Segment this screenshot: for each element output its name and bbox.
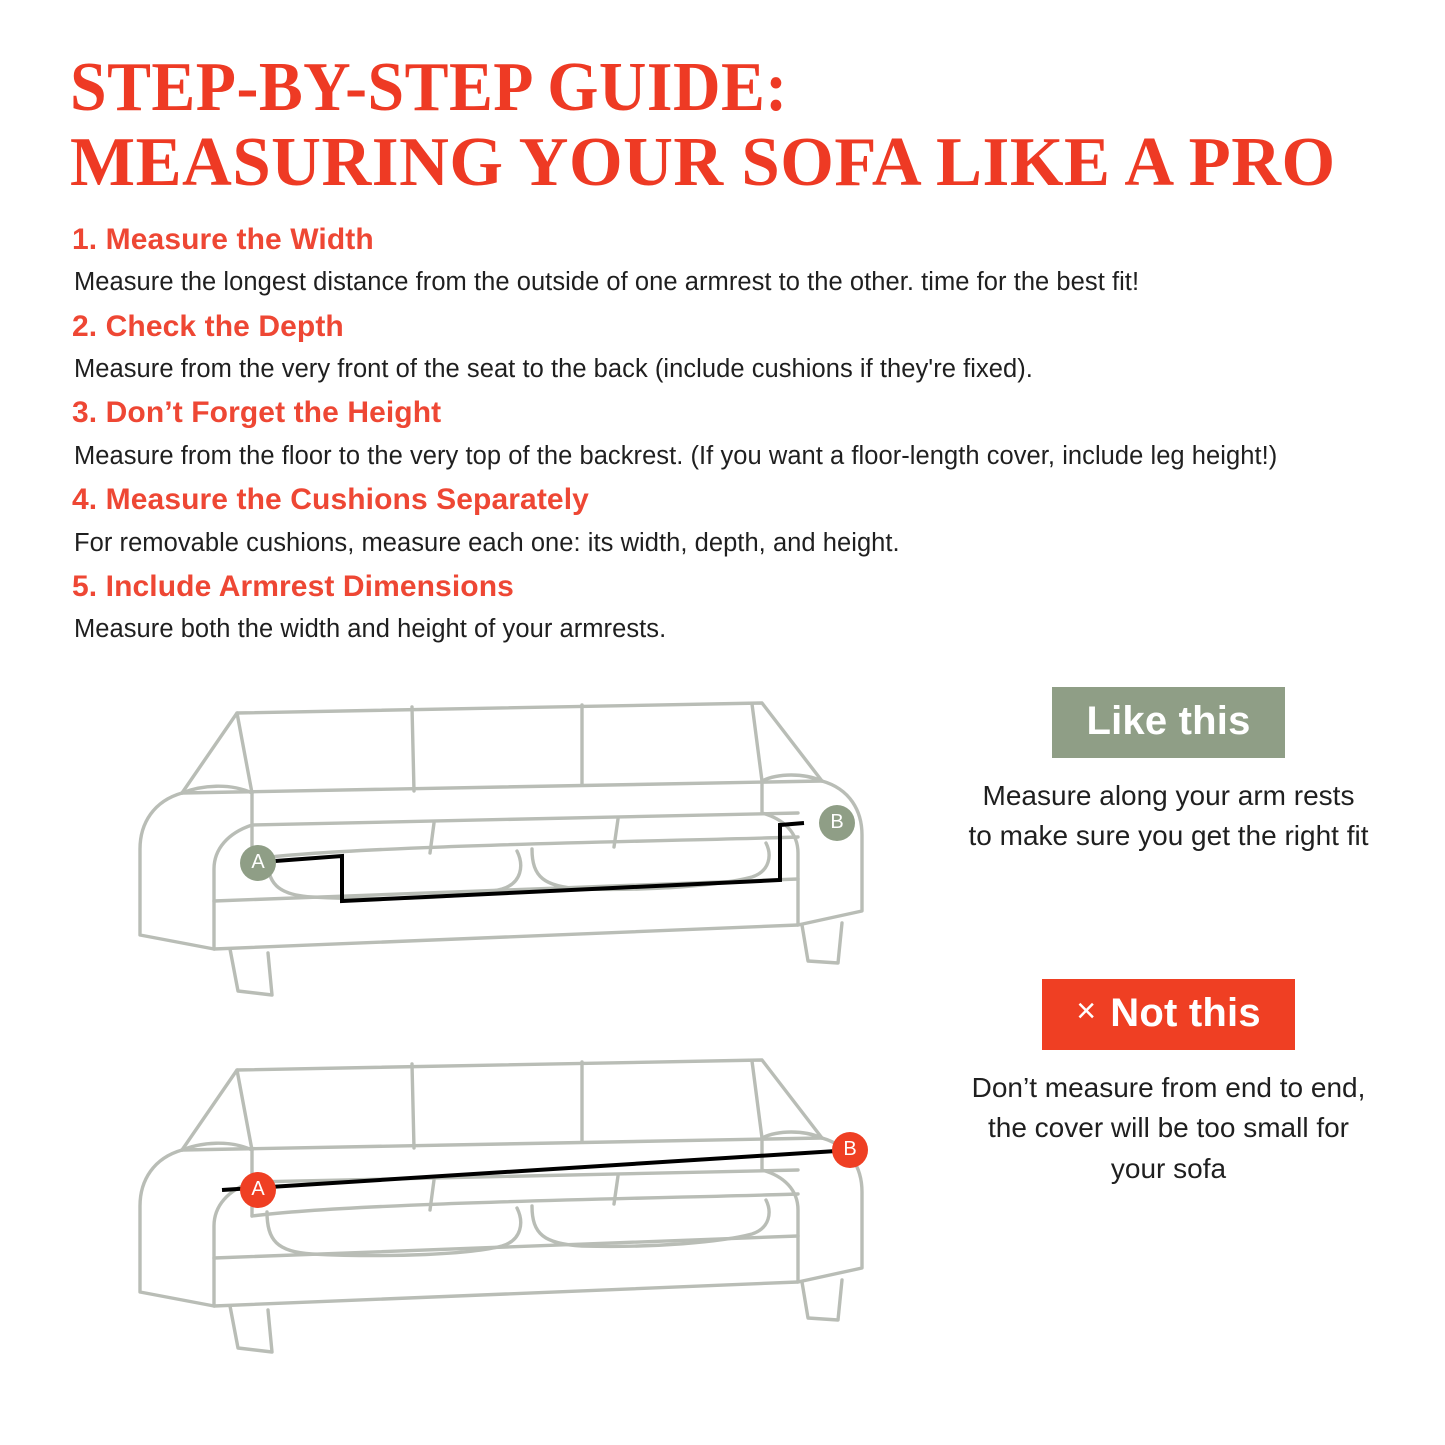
- badge-wrapper: [954, 687, 1383, 758]
- marker-a: A: [240, 845, 276, 881]
- like-this-text: Measure along your arm rests to make sure you get the right fit: [968, 779, 1369, 852]
- marker-b: B: [832, 1132, 868, 1168]
- step-body: Measure from the floor to the very top of the backrest. (If you want a floor-length cover, include leg height!): [74, 441, 1278, 470]
- sofa-outline-illustration: [62, 1030, 942, 1365]
- sofa-diagrams-column: [62, 673, 942, 1365]
- step-heading: 5. Include Armrest Dimensions: [72, 569, 514, 603]
- like-this-badge: [1052, 687, 1284, 758]
- marker-a: A: [240, 1172, 276, 1208]
- step-heading: 1. Measure the Width: [72, 222, 374, 256]
- step-body: Measure both the width and height of your armrests.: [74, 615, 667, 644]
- step-heading: 2. Check the Depth: [72, 309, 344, 343]
- marker-b: B: [819, 805, 855, 841]
- step-heading: 4. Measure the Cushions Separately: [72, 483, 589, 517]
- like-this-label: Like this: [1086, 698, 1251, 743]
- step-item: [72, 564, 1383, 649]
- not-this-text: Don’t measure from end to end, the cover will be too small for your sofa: [971, 1071, 1366, 1184]
- steps-list: [72, 217, 1383, 649]
- badge-wrapper: [954, 979, 1383, 1050]
- cross-icon: ×: [1076, 992, 1097, 1031]
- incorrect-measurement-diagram: [62, 1030, 942, 1365]
- illustration-section: [62, 673, 1383, 1365]
- page-title-line-2: MEASURING YOUR SOFA LIKE A PRO: [70, 124, 1336, 202]
- step-body: Measure from the very front of the seat to the back (include cushions if they're fixed).: [74, 355, 1033, 384]
- callouts-column: [942, 673, 1383, 1200]
- callout-like-this: [954, 687, 1383, 857]
- page-title: [70, 49, 1383, 202]
- page-title-line-1: STEP-BY-STEP GUIDE:: [70, 49, 788, 126]
- correct-measurement-diagram: [62, 673, 942, 1008]
- step-item: [72, 304, 1383, 389]
- sofa-outline-illustration: [62, 673, 942, 1008]
- step-heading: 3. Don’t Forget the Height: [72, 396, 442, 430]
- not-this-label: Not this: [1110, 990, 1261, 1035]
- callout-not-this: [954, 979, 1383, 1190]
- step-item: [72, 477, 1383, 562]
- step-body: For removable cushions, measure each one: its width, depth, and height.: [74, 528, 900, 557]
- not-this-badge: [1042, 979, 1295, 1050]
- step-body: Measure the longest distance from the outside of one armrest to the other. time for the best fit!: [74, 268, 1140, 297]
- step-item: [72, 390, 1383, 475]
- step-item: [72, 217, 1383, 302]
